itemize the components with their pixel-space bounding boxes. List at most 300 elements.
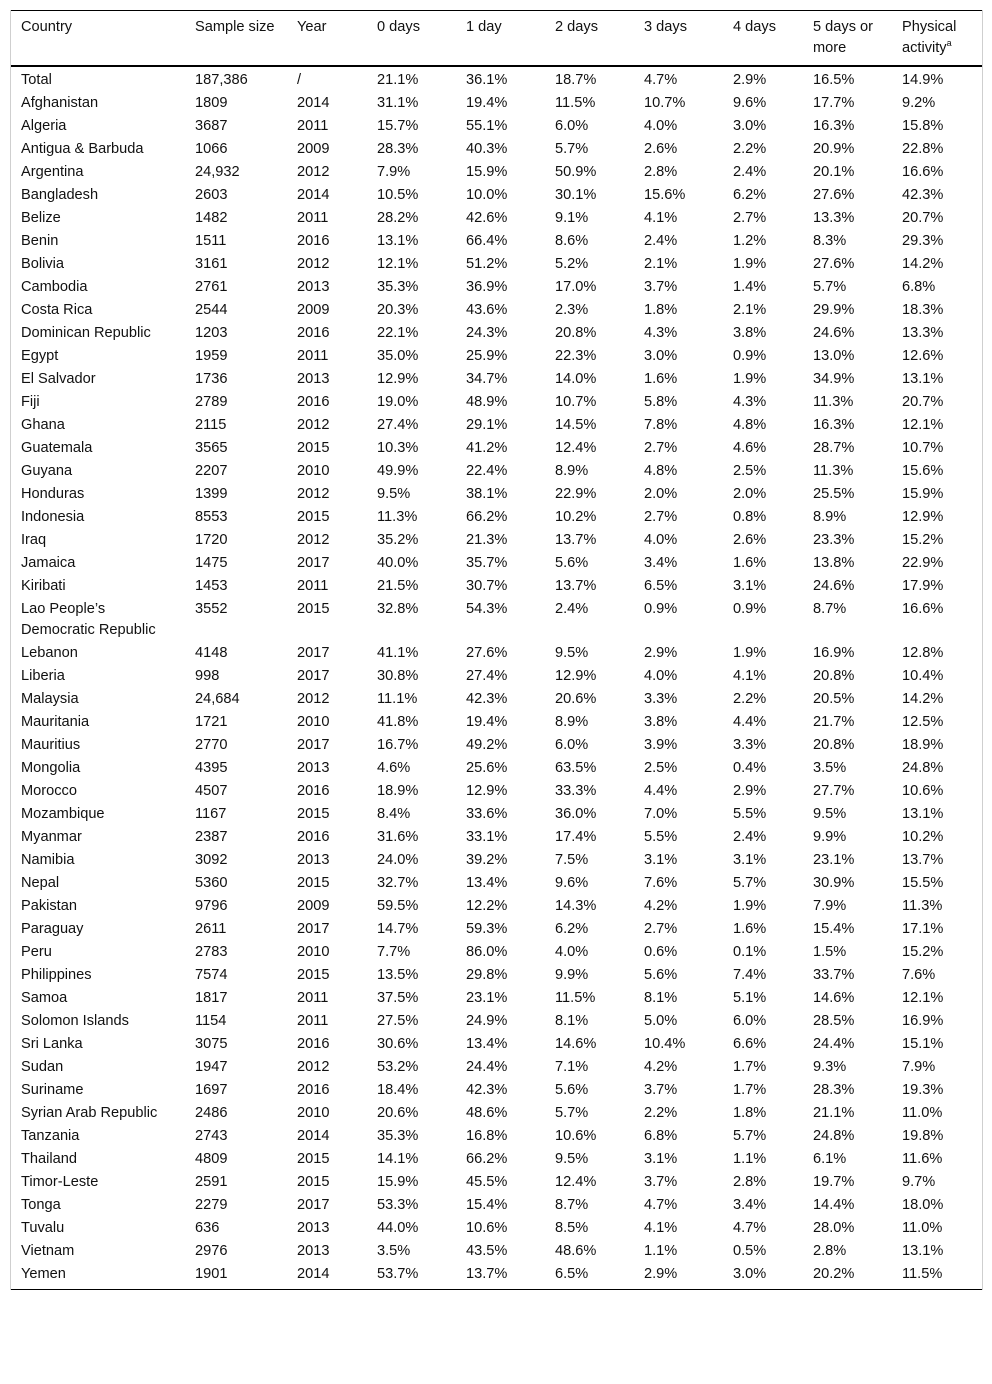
cell-0-days: 12.9%	[377, 371, 419, 387]
cell-2-days: 9.1%	[555, 210, 589, 226]
cell-4-days: 2.4%	[733, 829, 767, 845]
cell-3-days: 1.6%	[644, 371, 678, 387]
cell-sample-size: 1947	[195, 1059, 228, 1075]
cell-5-days-or-more: 23.3%	[813, 532, 855, 548]
cell-1-day: 42.6%	[466, 210, 508, 226]
cell-year: 2012	[297, 532, 330, 548]
table-row	[11, 1125, 982, 1148]
cell-country: Belize	[21, 210, 61, 226]
cell-physical-activity: 9.2%	[902, 95, 936, 111]
cell-year: 2013	[297, 852, 330, 868]
cell-sample-size: 1453	[195, 578, 228, 594]
cell-2-days: 9.9%	[555, 967, 589, 983]
cell-3-days: 2.4%	[644, 233, 678, 249]
cell-4-days: 2.5%	[733, 463, 767, 479]
cell-2-days: 17.0%	[555, 279, 597, 295]
cell-physical-activity: 20.7%	[902, 210, 944, 226]
cell-1-day: 66.2%	[466, 1151, 508, 1167]
cell-0-days: 35.3%	[377, 279, 419, 295]
cell-2-days: 4.0%	[555, 944, 589, 960]
cell-4-days: 5.7%	[733, 875, 767, 891]
cell-1-day: 51.2%	[466, 256, 508, 272]
cell-4-days: 1.8%	[733, 1105, 767, 1121]
cell-5-days-or-more: 3.5%	[813, 760, 847, 776]
cell-0-days: 32.8%	[377, 601, 419, 617]
cell-0-days: 22.1%	[377, 325, 419, 341]
table-row	[11, 711, 982, 734]
cell-3-days: 2.0%	[644, 486, 678, 502]
cell-4-days: 3.0%	[733, 118, 767, 134]
cell-3-days: 3.7%	[644, 279, 678, 295]
cell-year: 2009	[297, 302, 330, 318]
cell-2-days: 63.5%	[555, 760, 597, 776]
cell-physical-activity: 12.6%	[902, 348, 944, 364]
cell-3-days: 7.0%	[644, 806, 678, 822]
cell-4-days: 7.4%	[733, 967, 767, 983]
cell-0-days: 4.6%	[377, 760, 411, 776]
cell-country: Tanzania	[21, 1128, 80, 1144]
cell-year: 2016	[297, 1036, 330, 1052]
cell-5-days-or-more: 16.9%	[813, 645, 855, 661]
cell-4-days: 2.9%	[733, 783, 767, 799]
table-row	[11, 460, 982, 483]
cell-3-days: 4.1%	[644, 210, 678, 226]
cell-year: 2016	[297, 394, 330, 410]
cell-3-days: 3.7%	[644, 1082, 678, 1098]
cell-3-days: 10.7%	[644, 95, 686, 111]
cell-4-days: 2.0%	[733, 486, 767, 502]
cell-4-days: 1.7%	[733, 1082, 767, 1098]
cell-2-days: 5.2%	[555, 256, 589, 272]
cell-sample-size: 1511	[195, 233, 227, 249]
cell-sample-size: 2611	[195, 921, 227, 937]
cell-1-day: 41.2%	[466, 440, 508, 456]
table-row	[11, 161, 982, 184]
cell-4-days: 2.2%	[733, 691, 767, 707]
cell-3-days: 10.4%	[644, 1036, 686, 1052]
cell-year: 2012	[297, 486, 330, 502]
cell-3-days: 0.9%	[644, 601, 678, 617]
cell-3-days: 4.3%	[644, 325, 678, 341]
cell-1-day: 29.8%	[466, 967, 508, 983]
cell-country: Thailand	[21, 1151, 77, 1167]
cell-0-days: 13.5%	[377, 967, 419, 983]
cell-2-days: 9.5%	[555, 1151, 589, 1167]
cell-sample-size: 1736	[195, 371, 228, 387]
cell-0-days: 3.5%	[377, 1243, 411, 1259]
cell-sample-size: 2486	[195, 1105, 228, 1121]
cell-5-days-or-more: 28.3%	[813, 1082, 855, 1098]
header-2-days: 2 days	[555, 19, 598, 35]
cell-physical-activity: 10.2%	[902, 829, 944, 845]
cell-1-day: 10.6%	[466, 1220, 508, 1236]
table-row	[11, 849, 982, 872]
cell-country: Jamaica	[21, 555, 76, 571]
cell-2-days: 10.7%	[555, 394, 597, 410]
cell-5-days-or-more: 6.1%	[813, 1151, 847, 1167]
cell-1-day: 35.7%	[466, 555, 508, 571]
cell-country: Mozambique	[21, 806, 105, 822]
cell-year: 2016	[297, 783, 330, 799]
cell-0-days: 12.1%	[377, 256, 419, 272]
cell-country: Tonga	[21, 1197, 61, 1213]
cell-3-days: 2.7%	[644, 440, 678, 456]
cell-0-days: 53.7%	[377, 1266, 419, 1282]
cell-3-days: 2.7%	[644, 509, 678, 525]
cell-1-day: 24.4%	[466, 1059, 508, 1075]
cell-sample-size: 187,386	[195, 72, 248, 88]
cell-sample-size: 2603	[195, 187, 228, 203]
cell-2-days: 50.9%	[555, 164, 597, 180]
cell-3-days: 2.9%	[644, 1266, 678, 1282]
cell-sample-size: 24,932	[195, 164, 240, 180]
cell-5-days-or-more: 20.8%	[813, 737, 855, 753]
cell-country: Total	[21, 72, 52, 88]
cell-sample-size: 1482	[195, 210, 228, 226]
table-row	[11, 322, 982, 345]
cell-1-day: 34.7%	[466, 371, 508, 387]
table-row	[11, 345, 982, 368]
table-row	[11, 506, 982, 529]
cell-5-days-or-more: 8.3%	[813, 233, 847, 249]
cell-1-day: 15.9%	[466, 164, 508, 180]
cell-sample-size: 1720	[195, 532, 228, 548]
cell-sample-size: 1901	[195, 1266, 228, 1282]
cell-5-days-or-more: 16.5%	[813, 72, 855, 88]
cell-3-days: 3.0%	[644, 348, 678, 364]
cell-3-days: 2.6%	[644, 141, 678, 157]
cell-2-days: 6.2%	[555, 921, 589, 937]
cell-3-days: 2.1%	[644, 256, 678, 272]
cell-5-days-or-more: 8.9%	[813, 509, 847, 525]
cell-country: Mongolia	[21, 760, 81, 776]
cell-3-days: 4.8%	[644, 463, 678, 479]
cell-physical-activity: 42.3%	[902, 187, 944, 203]
cell-0-days: 53.2%	[377, 1059, 419, 1075]
cell-4-days: 5.5%	[733, 806, 767, 822]
cell-0-days: 35.3%	[377, 1128, 419, 1144]
cell-0-days: 10.3%	[377, 440, 419, 456]
cell-sample-size: 2783	[195, 944, 228, 960]
cell-physical-activity: 15.2%	[902, 944, 944, 960]
cell-3-days: 2.7%	[644, 921, 678, 937]
cell-0-days: 31.6%	[377, 829, 419, 845]
cell-5-days-or-more: 21.1%	[813, 1105, 855, 1121]
cell-sample-size: 4809	[195, 1151, 228, 1167]
cell-physical-activity: 14.2%	[902, 256, 944, 272]
header-5-days-or-more: 5 days or more	[813, 19, 874, 56]
cell-5-days-or-more: 30.9%	[813, 875, 855, 891]
cell-country: Pakistan	[21, 898, 77, 914]
table-row	[11, 1194, 982, 1217]
cell-sample-size: 3565	[195, 440, 228, 456]
table-row	[11, 207, 982, 230]
cell-3-days: 1.8%	[644, 302, 678, 318]
cell-year: 2016	[297, 233, 330, 249]
cell-5-days-or-more: 13.8%	[813, 555, 855, 571]
cell-5-days-or-more: 5.7%	[813, 279, 847, 295]
cell-4-days: 1.2%	[733, 233, 767, 249]
cell-2-days: 7.1%	[555, 1059, 589, 1075]
cell-5-days-or-more: 28.0%	[813, 1220, 855, 1236]
table-row	[11, 299, 982, 322]
cell-3-days: 0.6%	[644, 944, 678, 960]
cell-5-days-or-more: 20.8%	[813, 668, 855, 684]
cell-1-day: 39.2%	[466, 852, 508, 868]
cell-sample-size: 24,684	[195, 691, 240, 707]
cell-0-days: 16.7%	[377, 737, 419, 753]
cell-4-days: 6.2%	[733, 187, 767, 203]
cell-year: 2017	[297, 668, 330, 684]
cell-3-days: 2.8%	[644, 164, 678, 180]
cell-2-days: 20.6%	[555, 691, 597, 707]
cell-4-days: 1.4%	[733, 279, 767, 295]
cell-0-days: 28.3%	[377, 141, 419, 157]
table-row	[11, 1056, 982, 1079]
cell-5-days-or-more: 17.7%	[813, 95, 855, 111]
cell-sample-size: 2544	[195, 302, 228, 318]
cell-3-days: 5.0%	[644, 1013, 678, 1029]
cell-3-days: 7.8%	[644, 417, 678, 433]
cell-3-days: 8.1%	[644, 990, 678, 1006]
cell-country: Sudan	[21, 1059, 64, 1075]
cell-4-days: 3.8%	[733, 325, 767, 341]
cell-1-day: 33.6%	[466, 806, 508, 822]
cell-0-days: 15.7%	[377, 118, 419, 134]
cell-4-days: 5.7%	[733, 1128, 767, 1144]
cell-3-days: 15.6%	[644, 187, 686, 203]
cell-physical-activity: 16.9%	[902, 1013, 944, 1029]
cell-4-days: 3.1%	[733, 578, 767, 594]
cell-2-days: 7.5%	[555, 852, 589, 868]
cell-5-days-or-more: 27.6%	[813, 256, 855, 272]
cell-0-days: 59.5%	[377, 898, 419, 914]
cell-4-days: 3.1%	[733, 852, 767, 868]
cell-country: Morocco	[21, 783, 77, 799]
cell-5-days-or-more: 9.5%	[813, 806, 847, 822]
cell-physical-activity: 13.7%	[902, 852, 944, 868]
cell-5-days-or-more: 24.4%	[813, 1036, 855, 1052]
cell-sample-size: 1809	[195, 95, 228, 111]
cell-year: 2015	[297, 1151, 330, 1167]
cell-4-days: 6.0%	[733, 1013, 767, 1029]
cell-year: 2015	[297, 601, 330, 617]
cell-country: Malaysia	[21, 691, 79, 707]
cell-0-days: 14.7%	[377, 921, 419, 937]
cell-1-day: 16.8%	[466, 1128, 508, 1144]
cell-country: Timor-Leste	[21, 1174, 99, 1190]
table-row	[11, 826, 982, 849]
cell-0-days: 31.1%	[377, 95, 419, 111]
cell-2-days: 14.0%	[555, 371, 597, 387]
cell-sample-size: 7574	[195, 967, 228, 983]
table-body	[11, 66, 982, 1290]
cell-2-days: 48.6%	[555, 1243, 597, 1259]
cell-3-days: 3.9%	[644, 737, 678, 753]
table-row	[11, 872, 982, 895]
cell-year: 2014	[297, 1266, 330, 1282]
cell-physical-activity: 12.5%	[902, 714, 944, 730]
cell-0-days: 24.0%	[377, 852, 419, 868]
cell-year: 2017	[297, 555, 330, 571]
cell-5-days-or-more: 28.5%	[813, 1013, 855, 1029]
cell-5-days-or-more: 24.6%	[813, 578, 855, 594]
cell-physical-activity: 13.1%	[902, 371, 944, 387]
cell-0-days: 27.4%	[377, 417, 419, 433]
cell-country: Lao People’s Democratic Republic	[21, 601, 156, 638]
cell-1-day: 55.1%	[466, 118, 508, 134]
table-row	[11, 575, 982, 598]
cell-physical-activity: 12.9%	[902, 509, 944, 525]
cell-0-days: 14.1%	[377, 1151, 419, 1167]
cell-physical-activity: 19.8%	[902, 1128, 944, 1144]
cell-1-day: 23.1%	[466, 990, 508, 1006]
cell-physical-activity: 11.6%	[902, 1151, 943, 1167]
cell-1-day: 59.3%	[466, 921, 508, 937]
cell-4-days: 5.1%	[733, 990, 767, 1006]
cell-year: 2009	[297, 141, 330, 157]
table-row	[11, 780, 982, 803]
cell-0-days: 13.1%	[377, 233, 419, 249]
cell-2-days: 8.6%	[555, 233, 589, 249]
cell-5-days-or-more: 23.1%	[813, 852, 855, 868]
cell-country: Algeria	[21, 118, 67, 134]
cell-physical-activity: 10.7%	[902, 440, 944, 456]
cell-physical-activity: 16.6%	[902, 601, 944, 617]
cell-year: 2013	[297, 760, 330, 776]
cell-physical-activity: 6.8%	[902, 279, 936, 295]
cell-4-days: 2.1%	[733, 302, 767, 318]
cell-4-days: 4.4%	[733, 714, 767, 730]
cell-sample-size: 2743	[195, 1128, 228, 1144]
cell-5-days-or-more: 25.5%	[813, 486, 855, 502]
cell-country: Namibia	[21, 852, 75, 868]
cell-year: 2009	[297, 898, 330, 914]
cell-year: 2011	[297, 1013, 329, 1029]
cell-2-days: 14.5%	[555, 417, 597, 433]
cell-0-days: 41.8%	[377, 714, 419, 730]
cell-2-days: 8.9%	[555, 714, 589, 730]
cell-0-days: 40.0%	[377, 555, 419, 571]
table-row	[11, 115, 982, 138]
cell-2-days: 12.4%	[555, 1174, 597, 1190]
cell-3-days: 4.7%	[644, 1197, 678, 1213]
cell-physical-activity: 14.9%	[902, 72, 944, 88]
cell-physical-activity: 12.1%	[902, 417, 944, 433]
table-row	[11, 529, 982, 552]
cell-2-days: 11.5%	[555, 990, 596, 1006]
cell-1-day: 12.9%	[466, 783, 508, 799]
cell-physical-activity: 17.1%	[902, 921, 944, 937]
cell-year: /	[297, 72, 302, 88]
cell-physical-activity: 11.3%	[902, 898, 943, 914]
cell-1-day: 36.9%	[466, 279, 508, 295]
cell-sample-size: 8553	[195, 509, 228, 525]
cell-year: 2011	[297, 118, 329, 134]
table-row	[11, 437, 982, 460]
cell-year: 2011	[297, 348, 329, 364]
cell-country: Mauritania	[21, 714, 90, 730]
cell-sample-size: 2115	[195, 417, 227, 433]
cell-0-days: 49.9%	[377, 463, 419, 479]
cell-4-days: 3.0%	[733, 1266, 767, 1282]
cell-2-days: 14.6%	[555, 1036, 597, 1052]
cell-country: Cambodia	[21, 279, 88, 295]
footnote-marker: a	[946, 38, 952, 49]
cell-1-day: 24.9%	[466, 1013, 508, 1029]
cell-2-days: 8.1%	[555, 1013, 589, 1029]
cell-year: 2015	[297, 967, 330, 983]
table-row	[11, 1263, 982, 1290]
cell-1-day: 15.4%	[466, 1197, 508, 1213]
data-table	[11, 10, 982, 1290]
cell-physical-activity: 12.8%	[902, 645, 944, 661]
cell-country: Indonesia	[21, 509, 85, 525]
cell-1-day: 48.9%	[466, 394, 508, 410]
cell-year: 2013	[297, 1243, 330, 1259]
cell-physical-activity: 10.4%	[902, 668, 944, 684]
cell-3-days: 3.3%	[644, 691, 678, 707]
cell-sample-size: 1721	[195, 714, 228, 730]
cell-3-days: 6.8%	[644, 1128, 678, 1144]
cell-year: 2012	[297, 1059, 330, 1075]
cell-0-days: 53.3%	[377, 1197, 419, 1213]
cell-country: Ghana	[21, 417, 65, 433]
cell-0-days: 7.9%	[377, 164, 411, 180]
cell-5-days-or-more: 16.3%	[813, 118, 855, 134]
cell-2-days: 8.5%	[555, 1220, 589, 1236]
header-1-day: 1 day	[466, 19, 502, 35]
cell-4-days: 3.3%	[733, 737, 767, 753]
cell-3-days: 3.1%	[644, 852, 678, 868]
cell-1-day: 48.6%	[466, 1105, 508, 1121]
cell-3-days: 4.2%	[644, 898, 678, 914]
table-row	[11, 941, 982, 964]
cell-2-days: 22.3%	[555, 348, 597, 364]
cell-2-days: 8.7%	[555, 1197, 589, 1213]
cell-physical-activity: 15.5%	[902, 875, 944, 891]
cell-5-days-or-more: 1.5%	[813, 944, 847, 960]
cell-sample-size: 1167	[195, 806, 227, 822]
cell-sample-size: 4507	[195, 783, 228, 799]
table-row	[11, 138, 982, 161]
cell-year: 2014	[297, 95, 330, 111]
cell-sample-size: 2789	[195, 394, 228, 410]
cell-4-days: 9.6%	[733, 95, 767, 111]
cell-year: 2016	[297, 1082, 330, 1098]
cell-5-days-or-more: 14.6%	[813, 990, 855, 1006]
cell-country: Vietnam	[21, 1243, 75, 1259]
cell-year: 2015	[297, 806, 330, 822]
cell-country: Guatemala	[21, 440, 93, 456]
cell-2-days: 18.7%	[555, 72, 597, 88]
cell-2-days: 13.7%	[555, 532, 597, 548]
cell-year: 2017	[297, 921, 330, 937]
cell-country: Tuvalu	[21, 1220, 65, 1236]
cell-4-days: 6.6%	[733, 1036, 767, 1052]
cell-physical-activity: 11.5%	[902, 1266, 943, 1282]
cell-1-day: 24.3%	[466, 325, 508, 341]
cell-1-day: 33.1%	[466, 829, 508, 845]
cell-3-days: 3.8%	[644, 714, 678, 730]
cell-3-days: 7.6%	[644, 875, 678, 891]
cell-sample-size: 9796	[195, 898, 228, 914]
table-row	[11, 230, 982, 253]
cell-3-days: 3.1%	[644, 1151, 678, 1167]
table-row	[11, 598, 982, 642]
cell-2-days: 2.4%	[555, 601, 589, 617]
table-row	[11, 757, 982, 780]
